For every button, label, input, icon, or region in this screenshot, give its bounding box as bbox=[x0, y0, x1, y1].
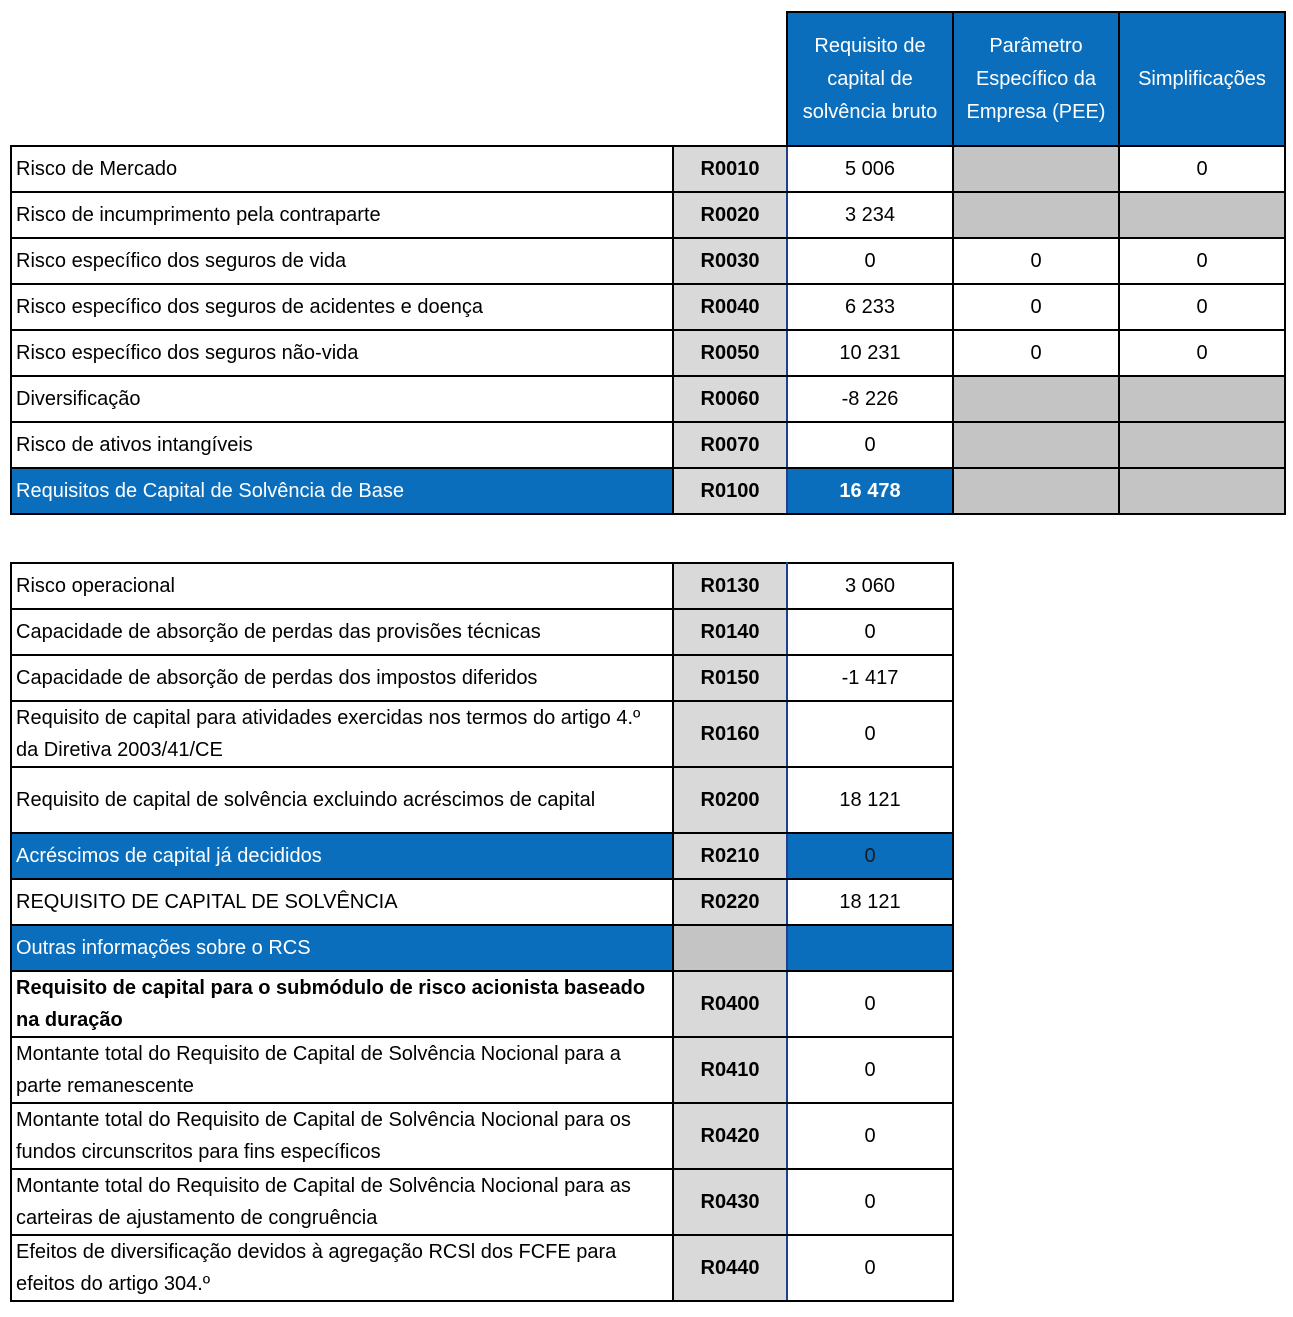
table-row bbox=[11, 192, 1285, 238]
pee-value bbox=[953, 422, 1119, 468]
row-value-text: 0 bbox=[864, 845, 876, 867]
row-value: 0 bbox=[787, 609, 953, 655]
header-empty-label bbox=[11, 12, 673, 146]
table-row bbox=[11, 879, 953, 925]
row-label: Requisito de capital para o submódulo de risco acionista baseado na duração bbox=[11, 971, 673, 1037]
row-label: REQUISITO DE CAPITAL DE SOLVÊNCIA bbox=[11, 879, 673, 925]
pee-value bbox=[953, 192, 1119, 238]
row-value: 18 121 bbox=[787, 767, 953, 833]
table-row bbox=[11, 146, 1285, 192]
header-empty-code bbox=[673, 12, 787, 146]
row-code: R0020 bbox=[673, 192, 787, 238]
row-value: 0 bbox=[787, 1235, 953, 1301]
table-row bbox=[11, 971, 953, 1037]
simpl-value: 0 bbox=[1119, 238, 1285, 284]
row-label: Diversificação bbox=[11, 376, 673, 422]
gross-value: 0 bbox=[787, 238, 953, 284]
section-header-row bbox=[11, 925, 953, 971]
table-row bbox=[11, 238, 1285, 284]
total-row bbox=[11, 468, 1285, 514]
total-simpl-value bbox=[1119, 468, 1285, 514]
row-label: Requisito de capital para atividades exercidas nos termos do artigo 4.º da Diretiva 2003/41/CE bbox=[11, 701, 673, 767]
row-value: 0 bbox=[787, 1037, 953, 1103]
section-header-code bbox=[673, 925, 787, 971]
table-row bbox=[11, 376, 1285, 422]
row-code: R0160 bbox=[673, 701, 787, 767]
scr-breakdown-table bbox=[10, 11, 1286, 515]
table-row bbox=[11, 563, 953, 609]
pee-value bbox=[953, 376, 1119, 422]
row-code: R0150 bbox=[673, 655, 787, 701]
gross-value: -8 226 bbox=[787, 376, 953, 422]
row-value: 0 bbox=[787, 1103, 953, 1169]
table-row-highlight bbox=[11, 833, 953, 879]
row-code: R0430 bbox=[673, 1169, 787, 1235]
total-label: Requisitos de Capital de Solvência de Base bbox=[11, 468, 673, 514]
row-value: 3 060 bbox=[787, 563, 953, 609]
table-row bbox=[11, 422, 1285, 468]
row-code: R0200 bbox=[673, 767, 787, 833]
pee-value: 0 bbox=[953, 284, 1119, 330]
total-gross-value: 16 478 bbox=[787, 468, 953, 514]
table-row bbox=[11, 330, 1285, 376]
table-row bbox=[11, 284, 1285, 330]
total-code: R0100 bbox=[673, 468, 787, 514]
row-code: R0010 bbox=[673, 146, 787, 192]
gross-value: 0 bbox=[787, 422, 953, 468]
simpl-value bbox=[1119, 422, 1285, 468]
table-row bbox=[11, 1235, 953, 1301]
row-value: 0 bbox=[787, 971, 953, 1037]
row-label: Efeitos de diversificação devidos à agregação RCSl dos FCFE para efeitos do artigo 304.º bbox=[11, 1235, 673, 1301]
row-label: Montante total do Requisito de Capital de Solvência Nocional para as carteiras de ajustamento de congruência bbox=[11, 1169, 673, 1235]
row-label: Risco operacional bbox=[11, 563, 673, 609]
section-header-label: Outras informações sobre o RCS bbox=[11, 925, 673, 971]
table-row bbox=[11, 701, 953, 767]
table-row bbox=[11, 609, 953, 655]
row-value bbox=[787, 833, 953, 879]
table-row bbox=[11, 1037, 953, 1103]
pee-value bbox=[953, 146, 1119, 192]
row-label: Capacidade de absorção de perdas dos impostos diferidos bbox=[11, 655, 673, 701]
row-code: R0130 bbox=[673, 563, 787, 609]
row-code: R0040 bbox=[673, 284, 787, 330]
row-value: 0 bbox=[787, 701, 953, 767]
row-value: -1 417 bbox=[787, 655, 953, 701]
gross-value: 5 006 bbox=[787, 146, 953, 192]
scr-summary-table bbox=[10, 562, 954, 1302]
row-code: R0400 bbox=[673, 971, 787, 1037]
row-code: R0220 bbox=[673, 879, 787, 925]
gross-value: 6 233 bbox=[787, 284, 953, 330]
row-code: R0030 bbox=[673, 238, 787, 284]
row-code: R0140 bbox=[673, 609, 787, 655]
row-code: R0060 bbox=[673, 376, 787, 422]
table-row bbox=[11, 655, 953, 701]
row-value: 18 121 bbox=[787, 879, 953, 925]
row-code: R0050 bbox=[673, 330, 787, 376]
header-simplifications: Simplificações bbox=[1119, 12, 1285, 146]
row-code: R0420 bbox=[673, 1103, 787, 1169]
row-label: Risco específico dos seguros de vida bbox=[11, 238, 673, 284]
row-label: Requisito de capital de solvência excluindo acréscimos de capital bbox=[11, 767, 673, 833]
table-row bbox=[11, 1103, 953, 1169]
simpl-value bbox=[1119, 192, 1285, 238]
row-label: Montante total do Requisito de Capital de Solvência Nocional para os fundos circunscritos para fins específicos bbox=[11, 1103, 673, 1169]
pee-value: 0 bbox=[953, 238, 1119, 284]
simpl-value: 0 bbox=[1119, 146, 1285, 192]
header-gross: Requisito de capital de solvência bruto bbox=[787, 12, 953, 146]
total-pee-value bbox=[953, 468, 1119, 514]
pee-value: 0 bbox=[953, 330, 1119, 376]
table-row bbox=[11, 1169, 953, 1235]
simpl-value: 0 bbox=[1119, 330, 1285, 376]
row-label: Risco de ativos intangíveis bbox=[11, 422, 673, 468]
table-row bbox=[11, 767, 953, 833]
row-code: R0410 bbox=[673, 1037, 787, 1103]
row-label: Risco específico dos seguros de acidentes e doença bbox=[11, 284, 673, 330]
row-label: Montante total do Requisito de Capital de Solvência Nocional para a parte remanescente bbox=[11, 1037, 673, 1103]
simpl-value: 0 bbox=[1119, 284, 1285, 330]
simpl-value bbox=[1119, 376, 1285, 422]
row-label: Risco de Mercado bbox=[11, 146, 673, 192]
header-row bbox=[11, 12, 1285, 146]
row-label: Risco de incumprimento pela contraparte bbox=[11, 192, 673, 238]
section-header-value bbox=[787, 925, 953, 971]
row-label: Risco específico dos seguros não-vida bbox=[11, 330, 673, 376]
row-value: 0 bbox=[787, 1169, 953, 1235]
row-label: Acréscimos de capital já decididos bbox=[11, 833, 673, 879]
row-code: R0440 bbox=[673, 1235, 787, 1301]
gross-value: 10 231 bbox=[787, 330, 953, 376]
header-pee: Parâmetro Específico da Empresa (PEE) bbox=[953, 12, 1119, 146]
row-code: R0210 bbox=[673, 833, 787, 879]
row-code: R0070 bbox=[673, 422, 787, 468]
row-label: Capacidade de absorção de perdas das provisões técnicas bbox=[11, 609, 673, 655]
gross-value: 3 234 bbox=[787, 192, 953, 238]
